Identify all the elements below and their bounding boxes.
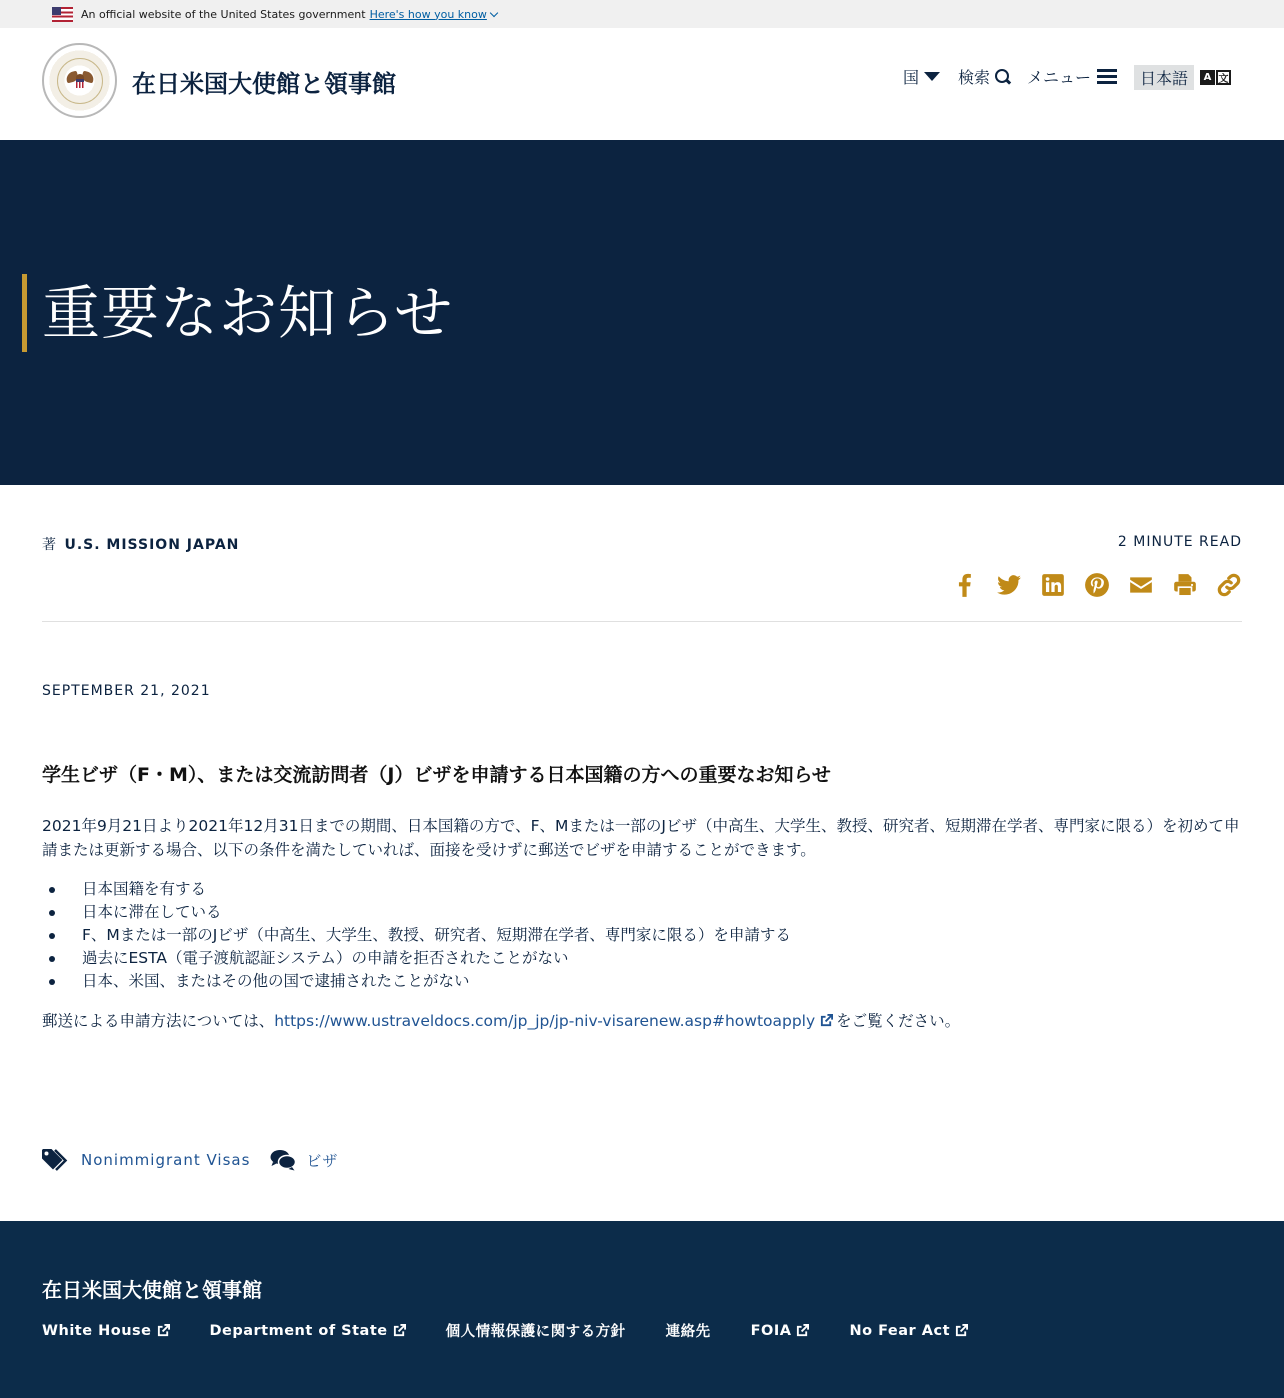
list-item: 日本、米国、またはその他の国で逮捕されたことがない bbox=[42, 970, 791, 993]
external-link-icon bbox=[820, 1014, 833, 1027]
footer-link-label: FOIA bbox=[750, 1322, 792, 1339]
footer-link-label: 個人情報保護に関する方針 bbox=[445, 1324, 626, 1340]
menu-nav-label: メニュー bbox=[1027, 68, 1092, 87]
country-nav-label: 国 bbox=[903, 68, 920, 87]
byline bbox=[42, 534, 239, 554]
link-icon bbox=[1216, 572, 1242, 598]
footer-link-label: 連絡先 bbox=[665, 1324, 711, 1340]
search-nav-label: 検索 bbox=[958, 68, 991, 87]
footer-link-no-fear-act[interactable] bbox=[849, 1320, 968, 1341]
footer-link-department-of-state[interactable] bbox=[210, 1320, 406, 1341]
email-share-button[interactable] bbox=[1128, 570, 1154, 600]
language-label: 日本語 bbox=[1134, 65, 1194, 90]
article-paragraph-2 bbox=[42, 1009, 960, 1033]
list-item: 日本国籍を有する bbox=[42, 878, 791, 901]
external-link-icon bbox=[393, 1324, 406, 1337]
heres-how-you-know-link[interactable] bbox=[370, 8, 497, 21]
menu-nav-button[interactable] bbox=[1027, 65, 1117, 88]
tag-visa[interactable]: ビザ bbox=[306, 1151, 339, 1170]
footer-link-label: No Fear Act bbox=[849, 1322, 950, 1339]
us-flag-icon bbox=[52, 7, 73, 22]
search-nav-button[interactable] bbox=[958, 65, 1011, 88]
facebook-share-button[interactable] bbox=[952, 570, 978, 600]
howtoapply-link[interactable] bbox=[274, 1012, 836, 1030]
footer-title[interactable]: 在日米国大使館と領事館 bbox=[42, 1278, 262, 1302]
language-selector[interactable] bbox=[1134, 65, 1231, 90]
page-title: 重要なお知らせ bbox=[42, 279, 454, 347]
eligibility-list bbox=[42, 878, 791, 993]
divider bbox=[42, 621, 1242, 622]
country-nav-button[interactable] bbox=[903, 65, 940, 88]
site-title[interactable]: 在日米国大使館と領事館 bbox=[132, 70, 396, 98]
share-toolbar bbox=[934, 570, 1242, 600]
tags-icon bbox=[42, 1148, 71, 1172]
footer-link-contact[interactable] bbox=[666, 1320, 711, 1341]
copy-link-button[interactable] bbox=[1216, 570, 1242, 600]
article-date: SEPTEMBER 21, 2021 bbox=[42, 683, 211, 699]
linkedin-share-button[interactable] bbox=[1040, 570, 1066, 600]
footer-links bbox=[42, 1320, 1008, 1341]
pinterest-share-button[interactable] bbox=[1084, 570, 1110, 600]
author-name: U.S. MISSION JAPAN bbox=[64, 537, 240, 553]
hero-banner bbox=[0, 140, 1284, 485]
article-heading: 学生ビザ（F・M）、または交流訪問者（J）ビザを申請する日本国籍の方への重要なお知らせ bbox=[42, 764, 831, 786]
article-paragraph-1: 2021年9月21日より2021年12月31日までの期間、日本国籍の方で、F、Mまたは一部のJビザ（中高生、大学生、教授、研究者、短期滞在学者、専門家に限る）を初めて申請または更新する場合、以下の条件を満たしていれば、面接を受けずに郵送でビザを申請することができます。 bbox=[42, 817, 1240, 859]
external-link-icon bbox=[955, 1324, 968, 1337]
search-icon bbox=[995, 69, 1011, 85]
list-item: 過去にESTA（電子渡航認証システム）の申請を拒否されたことがない bbox=[42, 947, 791, 970]
footer-link-white-house[interactable] bbox=[42, 1320, 170, 1341]
twitter-share-button[interactable] bbox=[996, 570, 1022, 600]
print-icon bbox=[1172, 572, 1198, 598]
gov-banner bbox=[0, 0, 1284, 28]
paragraph-2-suffix: をご覧ください。 bbox=[836, 1012, 961, 1030]
print-button[interactable] bbox=[1172, 570, 1198, 600]
pinterest-icon bbox=[1084, 572, 1110, 598]
footer-link-foia[interactable] bbox=[751, 1320, 810, 1341]
seal-inner-ring bbox=[57, 58, 103, 104]
translate-icon: A 文 bbox=[1200, 70, 1231, 85]
byline-prefix: 著 bbox=[42, 537, 56, 553]
site-footer bbox=[0, 1221, 1284, 1398]
heres-how-you-know-label: Here's how you know bbox=[369, 7, 487, 21]
external-link-icon bbox=[796, 1324, 809, 1337]
gov-banner-text: An official website of the United States government bbox=[81, 7, 366, 21]
tags-row bbox=[42, 1148, 338, 1172]
linkedin-icon bbox=[1040, 572, 1066, 598]
eagle-icon bbox=[66, 70, 94, 92]
footer-link-label: Department of State bbox=[209, 1322, 388, 1339]
external-link-icon bbox=[157, 1324, 170, 1337]
hero-accent-bar bbox=[22, 274, 27, 352]
list-item: 日本に滞在している bbox=[42, 901, 791, 924]
twitter-icon bbox=[996, 572, 1022, 598]
read-time: 2 MINUTE READ bbox=[1117, 534, 1242, 550]
facebook-icon bbox=[952, 572, 978, 598]
list-item: F、Mまたは一部のJビザ（中高生、大学生、教授、研究者、短期滞在学者、専門家に限る）を申請する bbox=[42, 924, 791, 947]
email-icon bbox=[1128, 572, 1154, 598]
embassy-seal-logo[interactable] bbox=[42, 43, 117, 118]
comments-icon bbox=[270, 1149, 296, 1171]
howtoapply-link-text: https://www.ustraveldocs.com/jp_jp/jp-niv-visarenew.asp#howtoapply bbox=[274, 1012, 816, 1030]
footer-link-label: White House bbox=[42, 1322, 152, 1339]
paragraph-2-prefix: 郵送による申請方法については、 bbox=[42, 1012, 275, 1030]
caret-down-icon bbox=[924, 72, 940, 81]
footer-link-privacy[interactable] bbox=[446, 1320, 626, 1341]
menu-bars-icon bbox=[1097, 69, 1117, 84]
tag-nonimmigrant-visas[interactable]: Nonimmigrant Visas bbox=[81, 1151, 251, 1169]
chevron-down-icon bbox=[490, 8, 498, 16]
site-header bbox=[0, 28, 1284, 140]
